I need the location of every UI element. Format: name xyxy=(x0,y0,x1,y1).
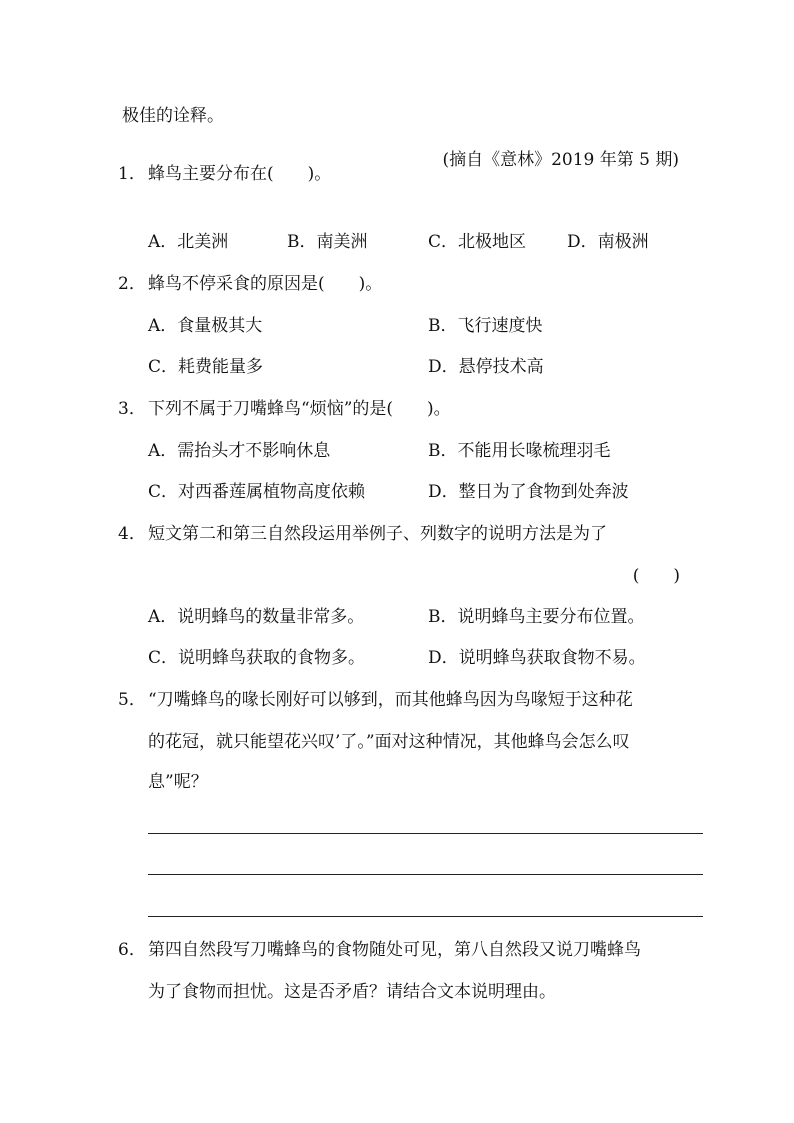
question-2-option-d[interactable]: D．悬停技术高 xyxy=(428,357,544,377)
question-3-text: 下列不属于刀嘴蜂鸟“烦恼”的是( )。 xyxy=(148,399,451,419)
question-5-line-1: “刀嘴蜂鸟的喙长刚好可以够到，而其他蜂鸟因为鸟喙短于这种花 xyxy=(148,690,633,710)
source-citation: (摘自《意林》2019 年第 5 期) xyxy=(442,150,679,170)
question-1-option-a[interactable]: A．北美洲 xyxy=(148,232,229,252)
question-1-option-d[interactable]: D．南极洲 xyxy=(567,232,649,252)
question-1-text: 蜂鸟主要分布在( )。 xyxy=(148,164,332,184)
question-2-option-b[interactable]: B．飞行速度快 xyxy=(428,316,543,336)
passage-tail: 极佳的诠释。 xyxy=(122,106,224,126)
question-3-number: 3． xyxy=(118,399,146,419)
question-3-option-a[interactable]: A．需抬头才不影响休息 xyxy=(148,441,331,461)
question-3-option-b[interactable]: B．不能用长喙梳理羽毛 xyxy=(428,441,611,461)
question-4-option-d[interactable]: D．说明蜂鸟获取食物不易。 xyxy=(428,648,646,668)
question-2-option-c[interactable]: C．耗费能量多 xyxy=(148,357,264,377)
answer-line-2[interactable] xyxy=(148,874,703,875)
question-5-line-3: 息”呢？ xyxy=(148,772,208,792)
question-6-line-2: 为了食物而担忧。这是否矛盾？请结合文本说明理由。 xyxy=(148,982,556,1002)
question-2-number: 2． xyxy=(118,274,146,294)
question-5-line-2: 的花冠，就只能望花兴叹’了。”面对这种情况，其他蜂鸟会怎么叹 xyxy=(148,732,630,752)
question-1-option-b[interactable]: B．南美洲 xyxy=(287,232,368,252)
question-4-option-c[interactable]: C．说明蜂鸟获取的食物多。 xyxy=(148,648,366,668)
question-4-answer-paren: ( ) xyxy=(632,566,680,586)
question-5-number: 5． xyxy=(118,690,146,710)
question-6-number: 6． xyxy=(118,940,146,960)
question-1-option-c[interactable]: C．北极地区 xyxy=(428,232,527,252)
answer-line-1[interactable] xyxy=(148,833,703,834)
question-4-text: 短文第二和第三自然段运用举例子、列数字的说明方法是为了 xyxy=(148,524,607,544)
question-4-option-b[interactable]: B．说明蜂鸟主要分布位置。 xyxy=(428,607,645,627)
question-3-option-c[interactable]: C．对西番莲属植物高度依赖 xyxy=(148,482,366,502)
question-3-option-d[interactable]: D．整日为了食物到处奔波 xyxy=(428,482,629,502)
question-1-number: 1． xyxy=(118,164,146,184)
answer-line-3[interactable] xyxy=(148,916,703,917)
question-2-option-a[interactable]: A．食量极其大 xyxy=(148,316,263,336)
question-4-number: 4． xyxy=(118,524,146,544)
question-4-option-a[interactable]: A．说明蜂鸟的数量非常多。 xyxy=(148,607,365,627)
question-2-text: 蜂鸟不停采食的原因是( )。 xyxy=(148,274,383,294)
question-6-line-1: 第四自然段写刀嘴蜂鸟的食物随处可见，第八自然段又说刀嘴蜂鸟 xyxy=(148,940,641,960)
